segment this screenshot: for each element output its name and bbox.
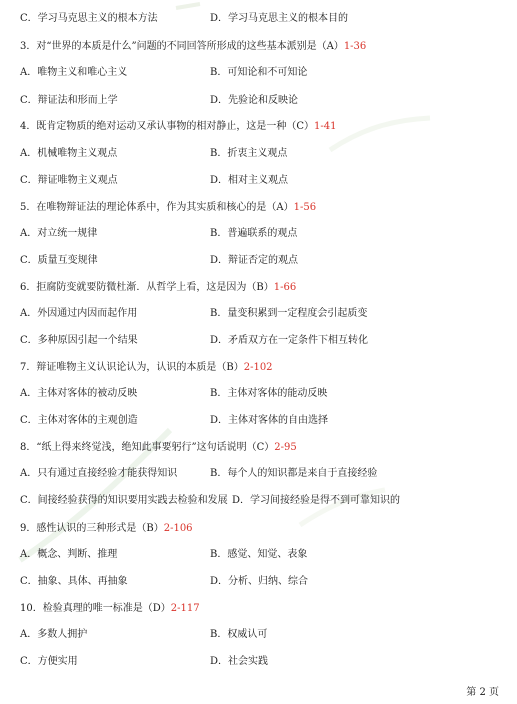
question-text: 6．拒腐防变就要防微杜渐．从哲学上看，这是因为（B） xyxy=(20,282,274,293)
question-line xyxy=(20,40,507,53)
option-left: C．方便实用 xyxy=(20,656,78,667)
question-text: 9．感性认识的三种形式是（B） xyxy=(20,523,164,534)
question-line xyxy=(20,120,507,133)
option-left: A．外因通过内因而起作用 xyxy=(20,308,138,319)
question-text: 8．“纸上得来终觉浅，绝知此事要躬行”这句话说明（C） xyxy=(20,442,275,453)
option-right: D．相对主义观点 xyxy=(210,175,289,186)
option-left: A．唯物主义和唯心主义 xyxy=(20,67,128,78)
option-right: B．量变积累到一定程度会引起质变 xyxy=(210,308,368,319)
question-reference: 1-66 xyxy=(273,282,297,293)
option-left: A．对立统一规律 xyxy=(20,228,98,239)
option-right: D．学习马克思主义的根本目的 xyxy=(210,13,349,24)
page-number: 第 2 页 xyxy=(466,687,499,698)
question-text: 7．辩证唯物主义认识论认为，认识的本质是（B） xyxy=(20,362,244,373)
option-right: D．社会实践 xyxy=(210,656,269,667)
question-text: 5．在唯物辩证法的理论体系中，作为其实质和核心的是（A） xyxy=(20,202,294,213)
option-left: C．辩证唯物主义观点 xyxy=(20,175,118,186)
question-text: 10．检验真理的唯一标准是（D） xyxy=(20,603,171,614)
option-right: B．可知论和不可知论 xyxy=(210,67,308,78)
option-right: B．折衷主义观点 xyxy=(210,148,288,159)
option-right: B．主体对客体的能动反映 xyxy=(210,388,328,399)
option-left: C．主体对客体的主观创造 xyxy=(20,415,138,426)
question-reference: 2-95 xyxy=(274,442,297,453)
question-line xyxy=(20,441,507,454)
option-left: C．学习马克思主义的根本方法 xyxy=(20,13,158,24)
question-line xyxy=(20,602,507,615)
question-line xyxy=(20,281,507,294)
option-right: B．感觉、知觉、表象 xyxy=(210,549,308,560)
option-right: D．辩证否定的观点 xyxy=(210,255,299,266)
option-right: D．分析、归纳、综合 xyxy=(210,576,309,587)
question-reference: 1-41 xyxy=(314,121,337,132)
option-left: C．质量互变规律 xyxy=(20,255,98,266)
option-left: A．概念、判断、推理 xyxy=(20,549,118,560)
option-left: A．多数人拥护 xyxy=(20,629,88,640)
option-left: A．机械唯物主义观点 xyxy=(20,148,118,159)
option-left: C．抽象、具体、再抽象 xyxy=(20,576,128,587)
option-right: D．先验论和反映论 xyxy=(210,95,299,106)
option-right: D．矛盾双方在一定条件下相互转化 xyxy=(210,335,369,346)
option-left: A．主体对客体的被动反映 xyxy=(20,388,138,399)
question-text: 3．对“世界的本质是什么”问题的不同回答所形成的这些基本派别是（A） xyxy=(20,41,344,52)
question-line xyxy=(20,201,507,214)
question-line xyxy=(20,522,507,535)
option-left: C．间接经验获得的知识要用实践去检验和发展 xyxy=(20,495,228,506)
option-right: D．主体对客体的自由选择 xyxy=(210,415,329,426)
option-left: C．多种原因引起一个结果 xyxy=(20,335,138,346)
question-reference: 2-102 xyxy=(243,362,273,373)
option-right: D．学习间接经验是得不到可靠知识的 xyxy=(232,495,401,506)
option-left: C．辩证法和形而上学 xyxy=(20,95,118,106)
option-right: B．普遍联系的观点 xyxy=(210,228,298,239)
question-reference: 1-36 xyxy=(343,41,367,52)
question-line xyxy=(20,361,507,374)
option-right: B．每个人的知识都是来自于直接经验 xyxy=(210,468,378,479)
question-reference: 2-106 xyxy=(163,523,193,534)
option-left: A．只有通过直接经验才能获得知识 xyxy=(20,468,178,479)
question-reference: 1-56 xyxy=(293,202,317,213)
option-right: B．权威认可 xyxy=(210,629,268,640)
question-reference: 2-117 xyxy=(170,603,200,614)
question-text: 4．既肯定物质的绝对运动又承认事物的相对静止，这是一种（C） xyxy=(20,121,315,132)
